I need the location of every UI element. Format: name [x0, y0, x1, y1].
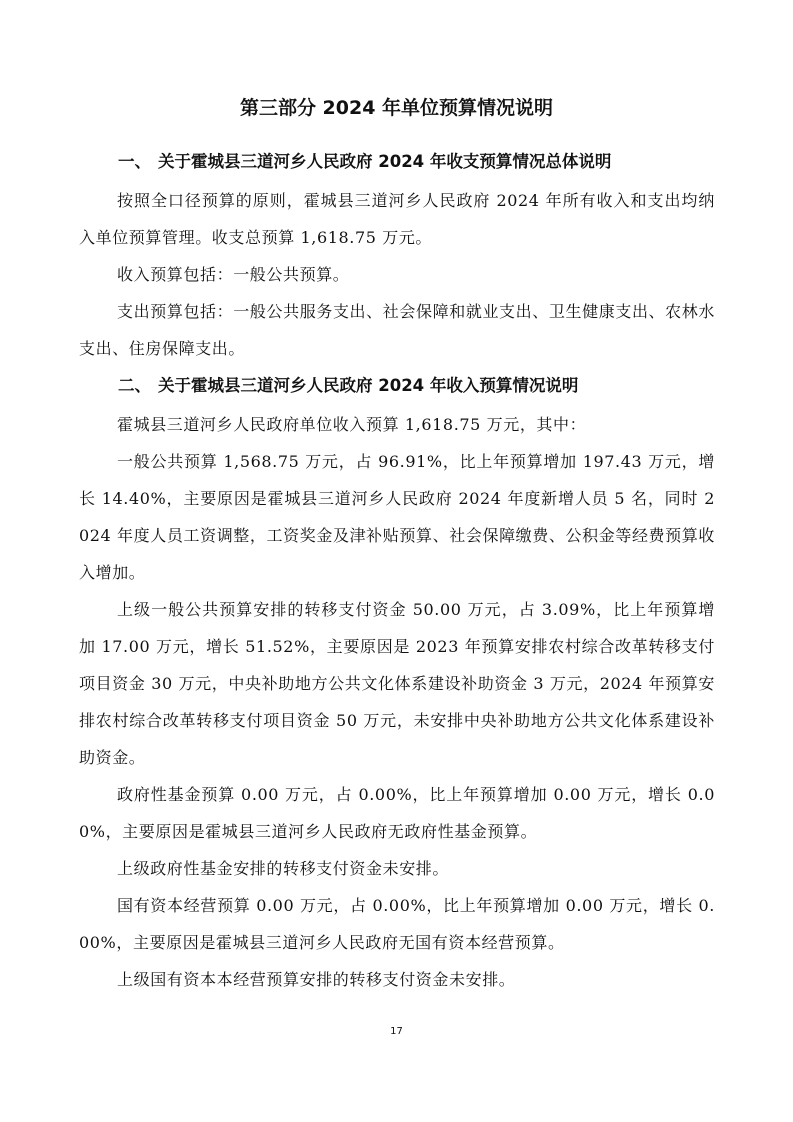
page-number: 17: [390, 1026, 403, 1037]
page-title: 第三部分 2024 年单位预算情况说明: [239, 97, 554, 119]
section-2-paragraph-2: 一般公共预算 1,568.75 万元，占 96.91%，比上年预算增加 197.43 万元，增长 14.40%，主要原因是霍城县三道河乡人民政府 2024 年度新增人员 5 名，同时 2024 年度人员工资调整，工资奖金及津补贴预算、社会保障缴费、公积金等经费预算收入增加。: [79, 452, 715, 582]
section-1-paragraph-2: 收入预算包括：一般公共预算。: [117, 265, 350, 284]
section-1-heading-text: 关于霍城县三道河乡人民政府 2024 年收支预算情况总体说明: [158, 152, 612, 171]
section-2-paragraph-6: 国有资本经营预算 0.00 万元，占 0.00%，比上年预算增加 0.00 万元，增长 0.00%，主要原因是霍城县三道河乡人民政府无国有资本经营预算。: [79, 896, 715, 952]
section-2-heading: [118, 374, 578, 398]
section-2-paragraph-1: 霍城县三道河乡人民政府单位收入预算 1,618.75 万元，其中：: [117, 415, 587, 434]
section-1-heading: [118, 150, 611, 174]
section-2-heading-text: 关于霍城县三道河乡人民政府 2024 年收入预算情况说明: [158, 376, 579, 395]
section-2-paragraph-4: 政府性基金预算 0.00 万元，占 0.00%，比上年预算增加 0.00 万元，增长 0.00%，主要原因是霍城县三道河乡人民政府无政府性基金预算。: [79, 785, 715, 841]
section-1-number: 一、: [118, 152, 151, 171]
section-2-paragraph-3: 上级一般公共预算安排的转移支付资金 50.00 万元，占 3.09%，比上年预算增加 17.00 万元，增长 51.52%，主要原因是 2023 年预算安排农村综合改革转移支付项目资金 30 万元，中央补助地方公共文化体系建设补助资金 3 万元，2024 年预算安排农村综合改革转移支付项目资金 50 万元，未安排中央补助地方公共文化体系建设补助资金。: [79, 600, 715, 767]
section-1-paragraph-1: 按照全口径预算的原则，霍城县三道河乡人民政府 2024 年所有收入和支出均纳入单位预算管理。收支总预算 1,618.75 万元。: [79, 191, 715, 247]
section-2-paragraph-5: 上级政府性基金安排的转移支付资金未安排。: [117, 859, 450, 878]
section-2-paragraph-7: 上级国有资本本经营预算安排的转移支付资金未安排。: [117, 970, 516, 989]
section-1-paragraph-3: 支出预算包括：一般公共服务支出、社会保障和就业支出、卫生健康支出、农林水支出、住房保障支出。: [79, 302, 715, 358]
section-2-number: 二、: [118, 376, 151, 395]
